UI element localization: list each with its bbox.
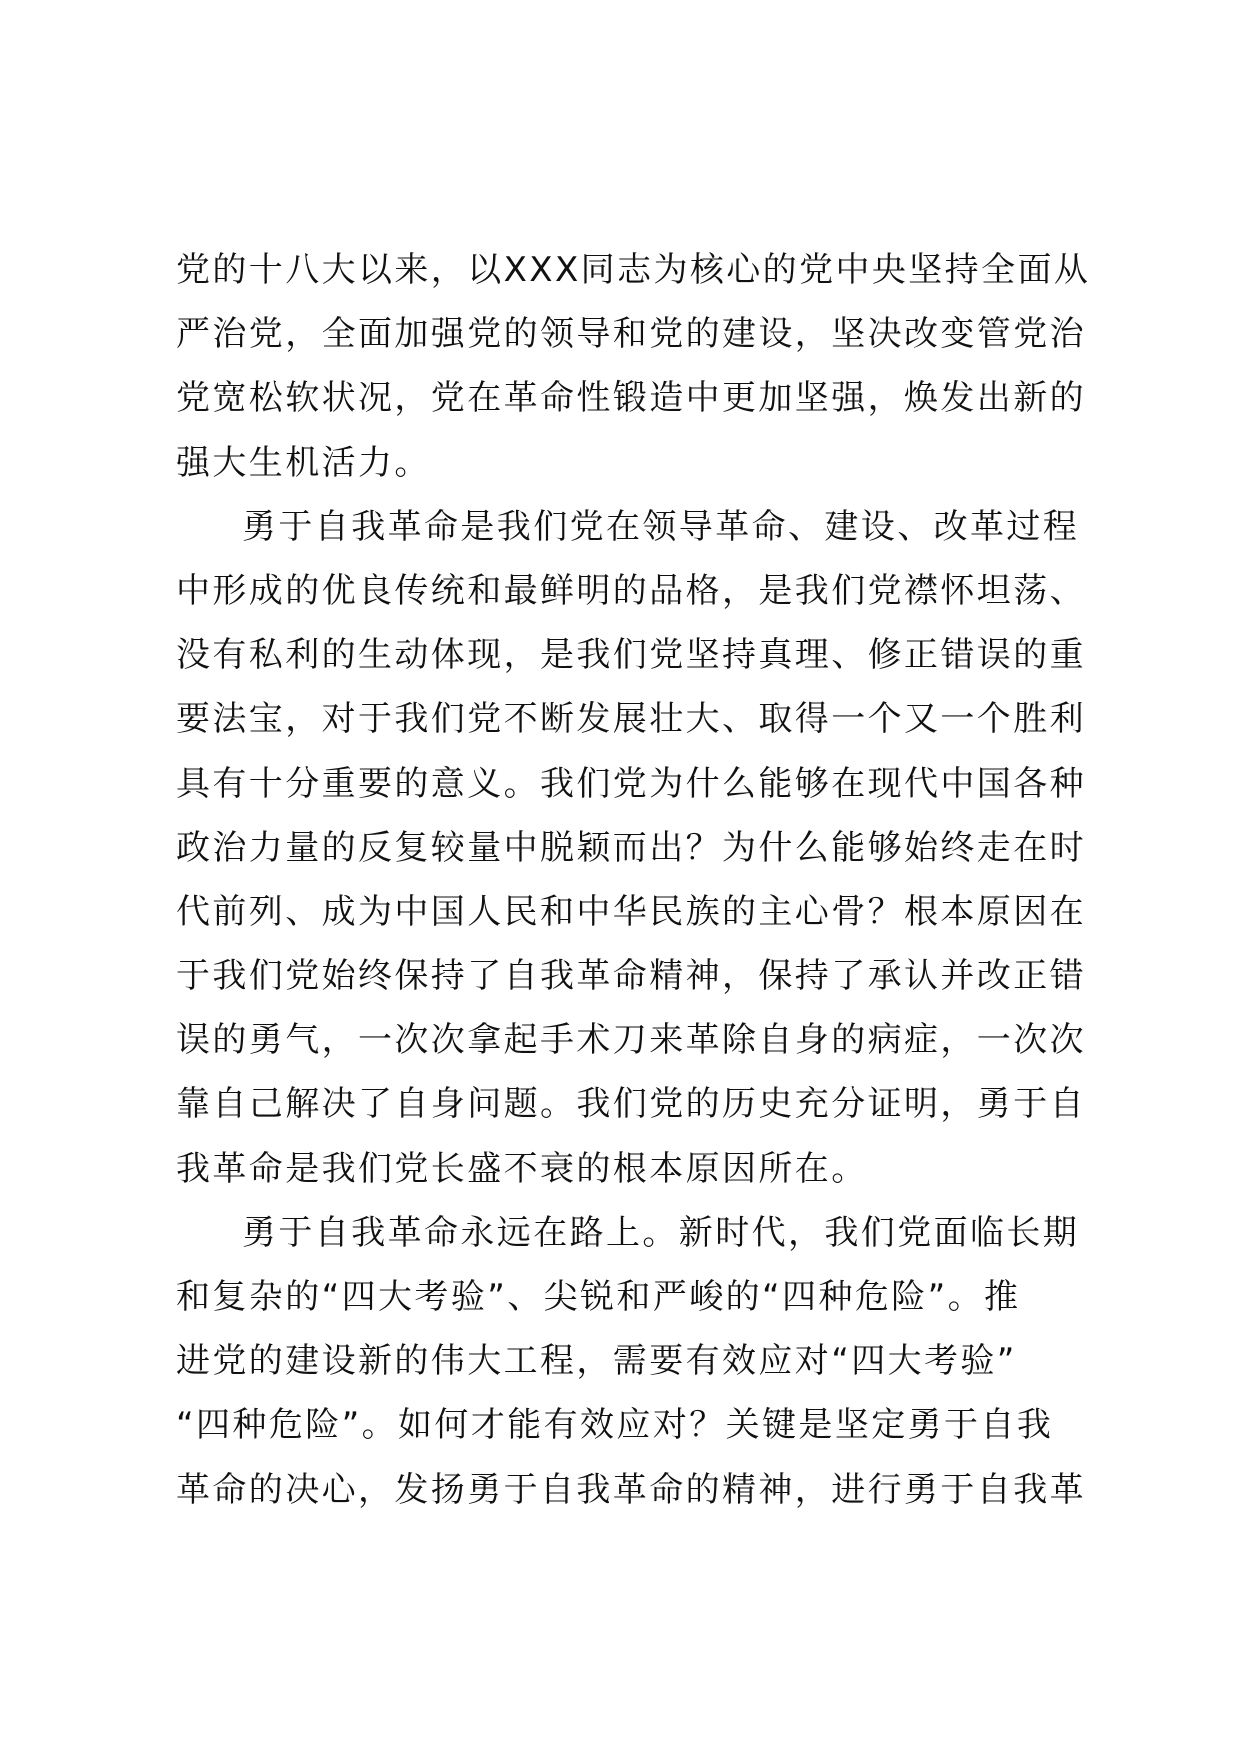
- text-line: 强大生机活力。: [176, 442, 431, 483]
- text-line-first: 勇于自我革命是我们党在领导革命、建设、改革过程: [242, 506, 1080, 547]
- text-line: 政治力量的反复较量中脱颖而出？为什么能够始终走在时: [176, 827, 1086, 868]
- text-line: 党的十八大以来，以XXX同志为核心的党中央坚持全面从: [176, 250, 1091, 290]
- text-line: “四种危险”。如何才能有效应对？关键是坚定勇于自我: [176, 1405, 1054, 1446]
- paragraph-2: [176, 495, 1086, 1201]
- text-line: 没有私利的生动体现，是我们党坚持真理、修正错误的重: [176, 635, 1086, 676]
- text-line: 我革命是我们党长盛不衰的根本原因所在。: [176, 1148, 868, 1189]
- text-line: 代前列、成为中国人民和中华民族的主心骨？根本原因在: [176, 891, 1086, 932]
- text-line: 严治党，全面加强党的领导和党的建设，坚决改变管党治: [176, 314, 1086, 355]
- text-line: 党宽松软状况，党在革命性锻造中更加坚强，焕发出新的: [176, 378, 1086, 419]
- text-line: 革命的决心，发扬勇于自我革命的精神，进行勇于自我革: [176, 1469, 1086, 1510]
- paragraph-3: [176, 1201, 1086, 1522]
- paragraph-1: [176, 238, 1091, 495]
- text-line: 要法宝，对于我们党不断发展壮大、取得一个又一个胜利: [176, 699, 1086, 740]
- text-line: 具有十分重要的意义。我们党为什么能够在现代中国各种: [176, 763, 1086, 804]
- text-line: 和复杂的“四大考验”、尖锐和严峻的“四种危险”。推: [176, 1277, 1021, 1317]
- text-line: 靠自己解决了自身问题。我们党的历史充分证明，勇于自: [176, 1084, 1086, 1125]
- text-line-first: 勇于自我革命永远在路上。新时代，我们党面临长期: [242, 1212, 1080, 1253]
- text-line: 进党的建设新的伟大工程，需要有效应对“四大考验”: [176, 1341, 1017, 1382]
- text-line: 误的勇气，一次次拿起手术刀来革除自身的病症，一次次: [176, 1020, 1086, 1061]
- text-line: 于我们党始终保持了自我革命精神，保持了承认并改正错: [176, 956, 1086, 997]
- text-line: 中形成的优良传统和最鲜明的品格，是我们党襟怀坦荡、: [176, 570, 1086, 611]
- document-body: [176, 238, 1091, 1522]
